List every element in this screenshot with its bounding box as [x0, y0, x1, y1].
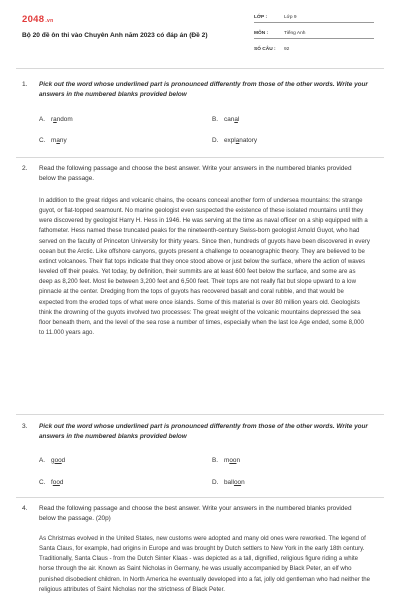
meta-underline — [254, 38, 374, 39]
answer-option-b[interactable]: B. canal — [212, 116, 240, 123]
divider — [16, 68, 384, 69]
answer-option-a[interactable]: A. random — [39, 116, 73, 123]
divider — [16, 497, 384, 498]
question-prompt: Read the following passage and choose the best answer. Write your answers in the numbered blanks provided below the passage. (20p) — [39, 505, 352, 522]
question-prompt: Pick out the word whose underlined part is pronounced differently from those of the other words. Write your answers in the numbered blanks provided below — [39, 81, 368, 98]
answer-option-d[interactable]: D. explanatory — [212, 137, 258, 144]
question-number: 4. — [22, 505, 28, 512]
reading-passage — [39, 196, 370, 338]
page-header — [0, 0, 400, 60]
passage-text: In addition to the great ridges and volcanic chains, the oceans conceal another form of undersea mountains: the strange guyot, or flat-topped seamount. No marine geologist even suspected the existence of these isolated mountains until they were discovered by geologist Harry H. Hess in 1946. He was serving at the time as naval officer on a ship equipped with a fathometer. Hess named these truncated peaks for the nineteenth-century Swiss-born geologist Arnold Guyot, who had served on the faculty of Princeton University for thirty years. Since then, hundreds of guyots have been discovered in every ocean but the Arctic. Like offshore canyons, guyots present a challenge to oceanographic theory. They are believed to be extinct volcanoes. Their flat tops indicate that they once stood above or just below the surface, where the action of waves leveled off their peaks. Yet today, by definition, their summits are at least 600 feet below the surface, and some are as deep as 8,200 feet. Most lie between 3,200 feet and 6,500 feet. Their tops are not really flat but slope upward to a low pinnacle at the center. Dredging from the tops of guyots has recovered basalt and coral rubble, and that would be expected from the eroded tops of what were once islands. Some of this material is over 80 million years old. Geologists think the drowning of the guyots involved two processes: The great weight of the volcanic mountains depressed the sea floor beneath them, and the level of the sea rose a number of times, especially when the last Ice Age ended, some 8,000 to 11.000 years ago. — [39, 197, 370, 337]
divider — [16, 157, 384, 158]
question-number: 1. — [22, 81, 28, 88]
meta-class: LỚP : Lớp 9 — [254, 15, 297, 20]
question-number: 3. — [22, 423, 28, 430]
answer-option-c[interactable]: C. food — [39, 479, 64, 486]
question-prompt: Pick out the word whose underlined part is pronounced differently from those of the other words. Write your answers in the numbered blanks provided below — [39, 423, 368, 440]
divider — [16, 414, 384, 415]
passage-text: As Christmas evolved in the United States, new customs were adopted and many old ones were reworked. The legend of Santa Claus, for example, had origins in Europe and was brought by Dutch settlers to New York in the early 18th century. Traditionally, Santa Claus - from the Dutch Sinter Klaas - was depicted as a tall, dignified, religious figure riding a white horse through the air. Known as Saint Nicholas in Germany, he was usually accompanied by Black Peter, an elf who punished disobedient children. In North America he eventually developed into a fat, jolly old gentleman who had neither the religious attributes of Saint Nicholas nor the strictness of Black Peter. — [39, 535, 370, 593]
page-title: Bộ 20 đề ôn thi vào Chuyên Anh năm 2023 có đáp án (Đề 2) — [22, 32, 208, 39]
answer-option-c[interactable]: C. many — [39, 137, 67, 144]
meta-underline — [254, 22, 374, 23]
answer-option-b[interactable]: B. moon — [212, 457, 240, 464]
meta-subject: MÔN : Tiếng Anh — [254, 31, 306, 36]
reading-passage — [39, 534, 370, 595]
question-number: 2. — [22, 165, 28, 172]
question-prompt: Read the following passage and choose the best answer. Write your answers in the numbered blanks provided below the passage. — [39, 165, 352, 182]
meta-count: SỐ CÂU : 92 — [254, 47, 290, 52]
site-logo[interactable]: 2048.vn — [22, 14, 54, 25]
answer-option-d[interactable]: D. balloon — [212, 479, 245, 486]
answer-option-a[interactable]: A. good — [39, 457, 66, 464]
